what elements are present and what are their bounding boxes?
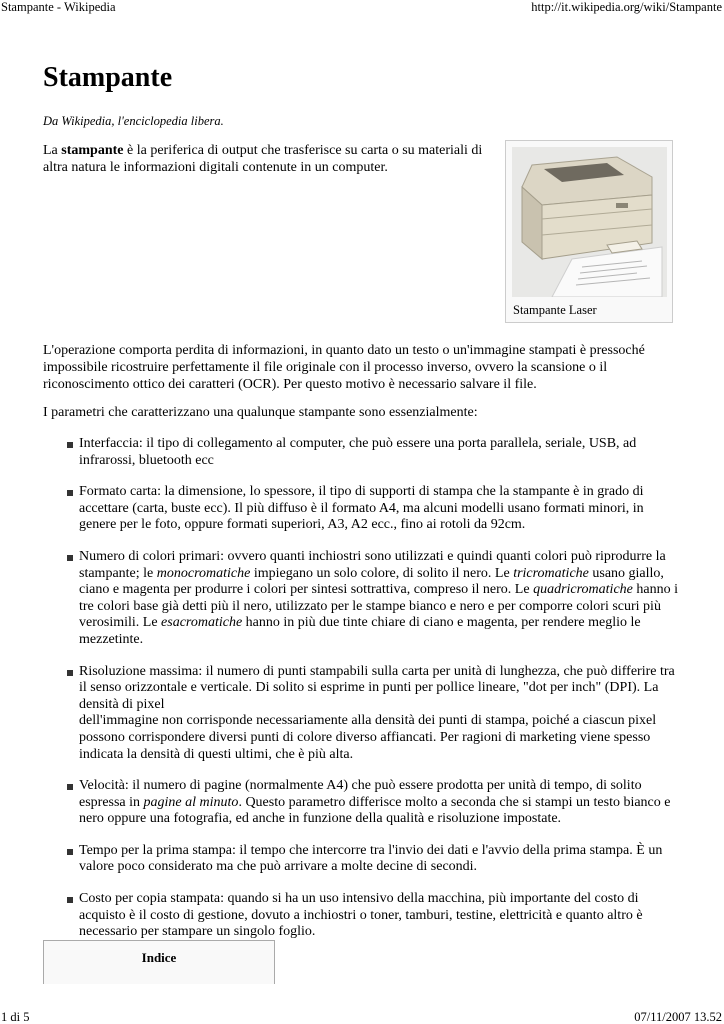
- list-item-prima-stampa: [43, 843, 683, 876]
- parameters-list: [43, 436, 683, 956]
- list-item-text: Costo per copia stampata: quando si ha un uso intensivo della macchina, più importante del costo di acquisto è il costo di gestione, dovuto a inchiostri o toner, tamburi, testine, elettricità e quanto altro è necessario per stampare un singolo foglio.: [79, 891, 643, 940]
- page-header-title: Stampante - Wikipedia: [1, 0, 116, 14]
- list-item-text: dell'immagine non corrisponde necessariamente alla densità dei punti di stampa, poiché a ciascun pixel possono corrispondere diversi punti di colore diverso affiancati. Per ragioni di marketing viene spesso indicata la densità di questi ultimi, che è più alta.: [79, 713, 657, 762]
- list-item-costo-copia: [43, 891, 683, 941]
- link-pagine-al-minuto[interactable]: pagine al minuto: [143, 794, 239, 810]
- list-item-text: Formato carta: la dimensione, lo spessore, il tipo di supporti di stampa che la stampante è in grado di accettare (carta, buste ecc). Il più diffuso è il formato A4, ma alcuni modelli usano formati minori, in genere per le foto, oppure formati superiori, A3, A2 ecc., fino ai rotoli da 92cm.: [79, 484, 644, 533]
- table-of-contents: [43, 940, 275, 984]
- page-footer-timestamp: 07/11/2007 13.52: [634, 1010, 722, 1024]
- list-item-velocita: [43, 778, 683, 828]
- link-quadricromatiche[interactable]: quadricromatiche: [533, 582, 633, 598]
- paragraph-ocr: L'operazione comporta perdita di informazioni, in quanto dato un testo o un'immagine stampati è pressoché impossibile ricostruire perfettamente il file originale con il processo inverso, ovvero la scansione o il riconoscimento ottico dei caratteri (OCR). Per questo motivo è necessario salvare il file.: [43, 343, 645, 392]
- laser-printer-image[interactable]: [512, 147, 667, 297]
- article-subtitle: Da Wikipedia, l'enciclopedia libera.: [43, 114, 224, 128]
- paragraph-parameters-intro: I parametri che caratterizzano una qualunque stampante sono essenzialmente:: [43, 405, 478, 420]
- intro-paragraph: [43, 142, 483, 176]
- list-item-colori-primari: [43, 549, 683, 649]
- list-item-formato-carta: [43, 484, 683, 534]
- list-item-text: . Questo parametro differisce molto a seconda che si stampi un testo bianco e nero oppure una fotografia, ed anche in funzione della qualità e risoluzione impostate.: [79, 794, 671, 827]
- list-item-text: Tempo per la prima stampa: il tempo che intercorre tra l'invio dei dati e l'avvio della prima stampa. È un valore poco considerato ma che può arrivare a molte decine di secondi.: [79, 842, 663, 875]
- list-item-text: hanno in più due tinte chiare di ciano e magenta, per rendere meglio le mezzetinte.: [79, 615, 641, 647]
- intro-text-start: La: [43, 143, 62, 158]
- printer-illustration: [512, 147, 667, 297]
- link-monocromatiche[interactable]: monocromatiche: [156, 565, 251, 581]
- list-item-interfaccia: [43, 436, 683, 469]
- list-item-risoluzione: [43, 664, 683, 764]
- article-title: Stampante: [43, 62, 173, 93]
- list-item-text: usano giallo, ciano e magenta per produrre i colori per sintesi sottrattiva, compreso il nero. Le: [79, 565, 664, 598]
- list-item-text: hanno i tre colori base già detti più il nero, utilizzato per le stampe bianco e nero e per comporre colori scuri più verosimili. Le: [79, 582, 678, 631]
- list-item-text: Interfaccia: il tipo di collegamento al computer, che può essere una porta parallela, seriale, USB, ad infrarossi, bluetooth ecc: [79, 436, 637, 468]
- toc-title: Indice: [141, 950, 177, 965]
- link-esacromatiche[interactable]: esacromatiche: [161, 615, 243, 631]
- page-footer-pagination: 1 di 5: [1, 1010, 30, 1024]
- list-item-text: Numero di colori primari: ovvero quanti inchiostri sono utilizzati e quindi quanti colori può riprodurre la stampante; le: [79, 548, 666, 581]
- intro-bold-term: stampante: [61, 143, 124, 158]
- list-item-text: impiegano un solo colore, di solito il nero. Le: [250, 565, 514, 581]
- list-item-text: Velocità: il numero di pagine (normalmente A4) che può essere prodotta per unità di tempo, di solito espressa in: [79, 778, 642, 810]
- intro-text-end: è la periferica di output che trasferisce su carta o su materiali di altra natura le informazioni digitali contenute in un computer.: [43, 143, 483, 175]
- page-header-url[interactable]: http://it.wikipedia.org/wiki/Stampante: [531, 0, 722, 14]
- link-tricromatiche[interactable]: tricromatiche: [513, 565, 589, 581]
- list-item-text: Risoluzione massima: il numero di punti stampabili sulla carta per unità di lunghezza, che può differire tra il senso orizzontale e verticale. Di solito si esprime in punti per pollice lineare, "dot per inch" (DPI). La densità di pixel: [79, 663, 675, 712]
- image-thumbnail: [505, 140, 673, 323]
- image-caption: Stampante Laser: [513, 303, 597, 317]
